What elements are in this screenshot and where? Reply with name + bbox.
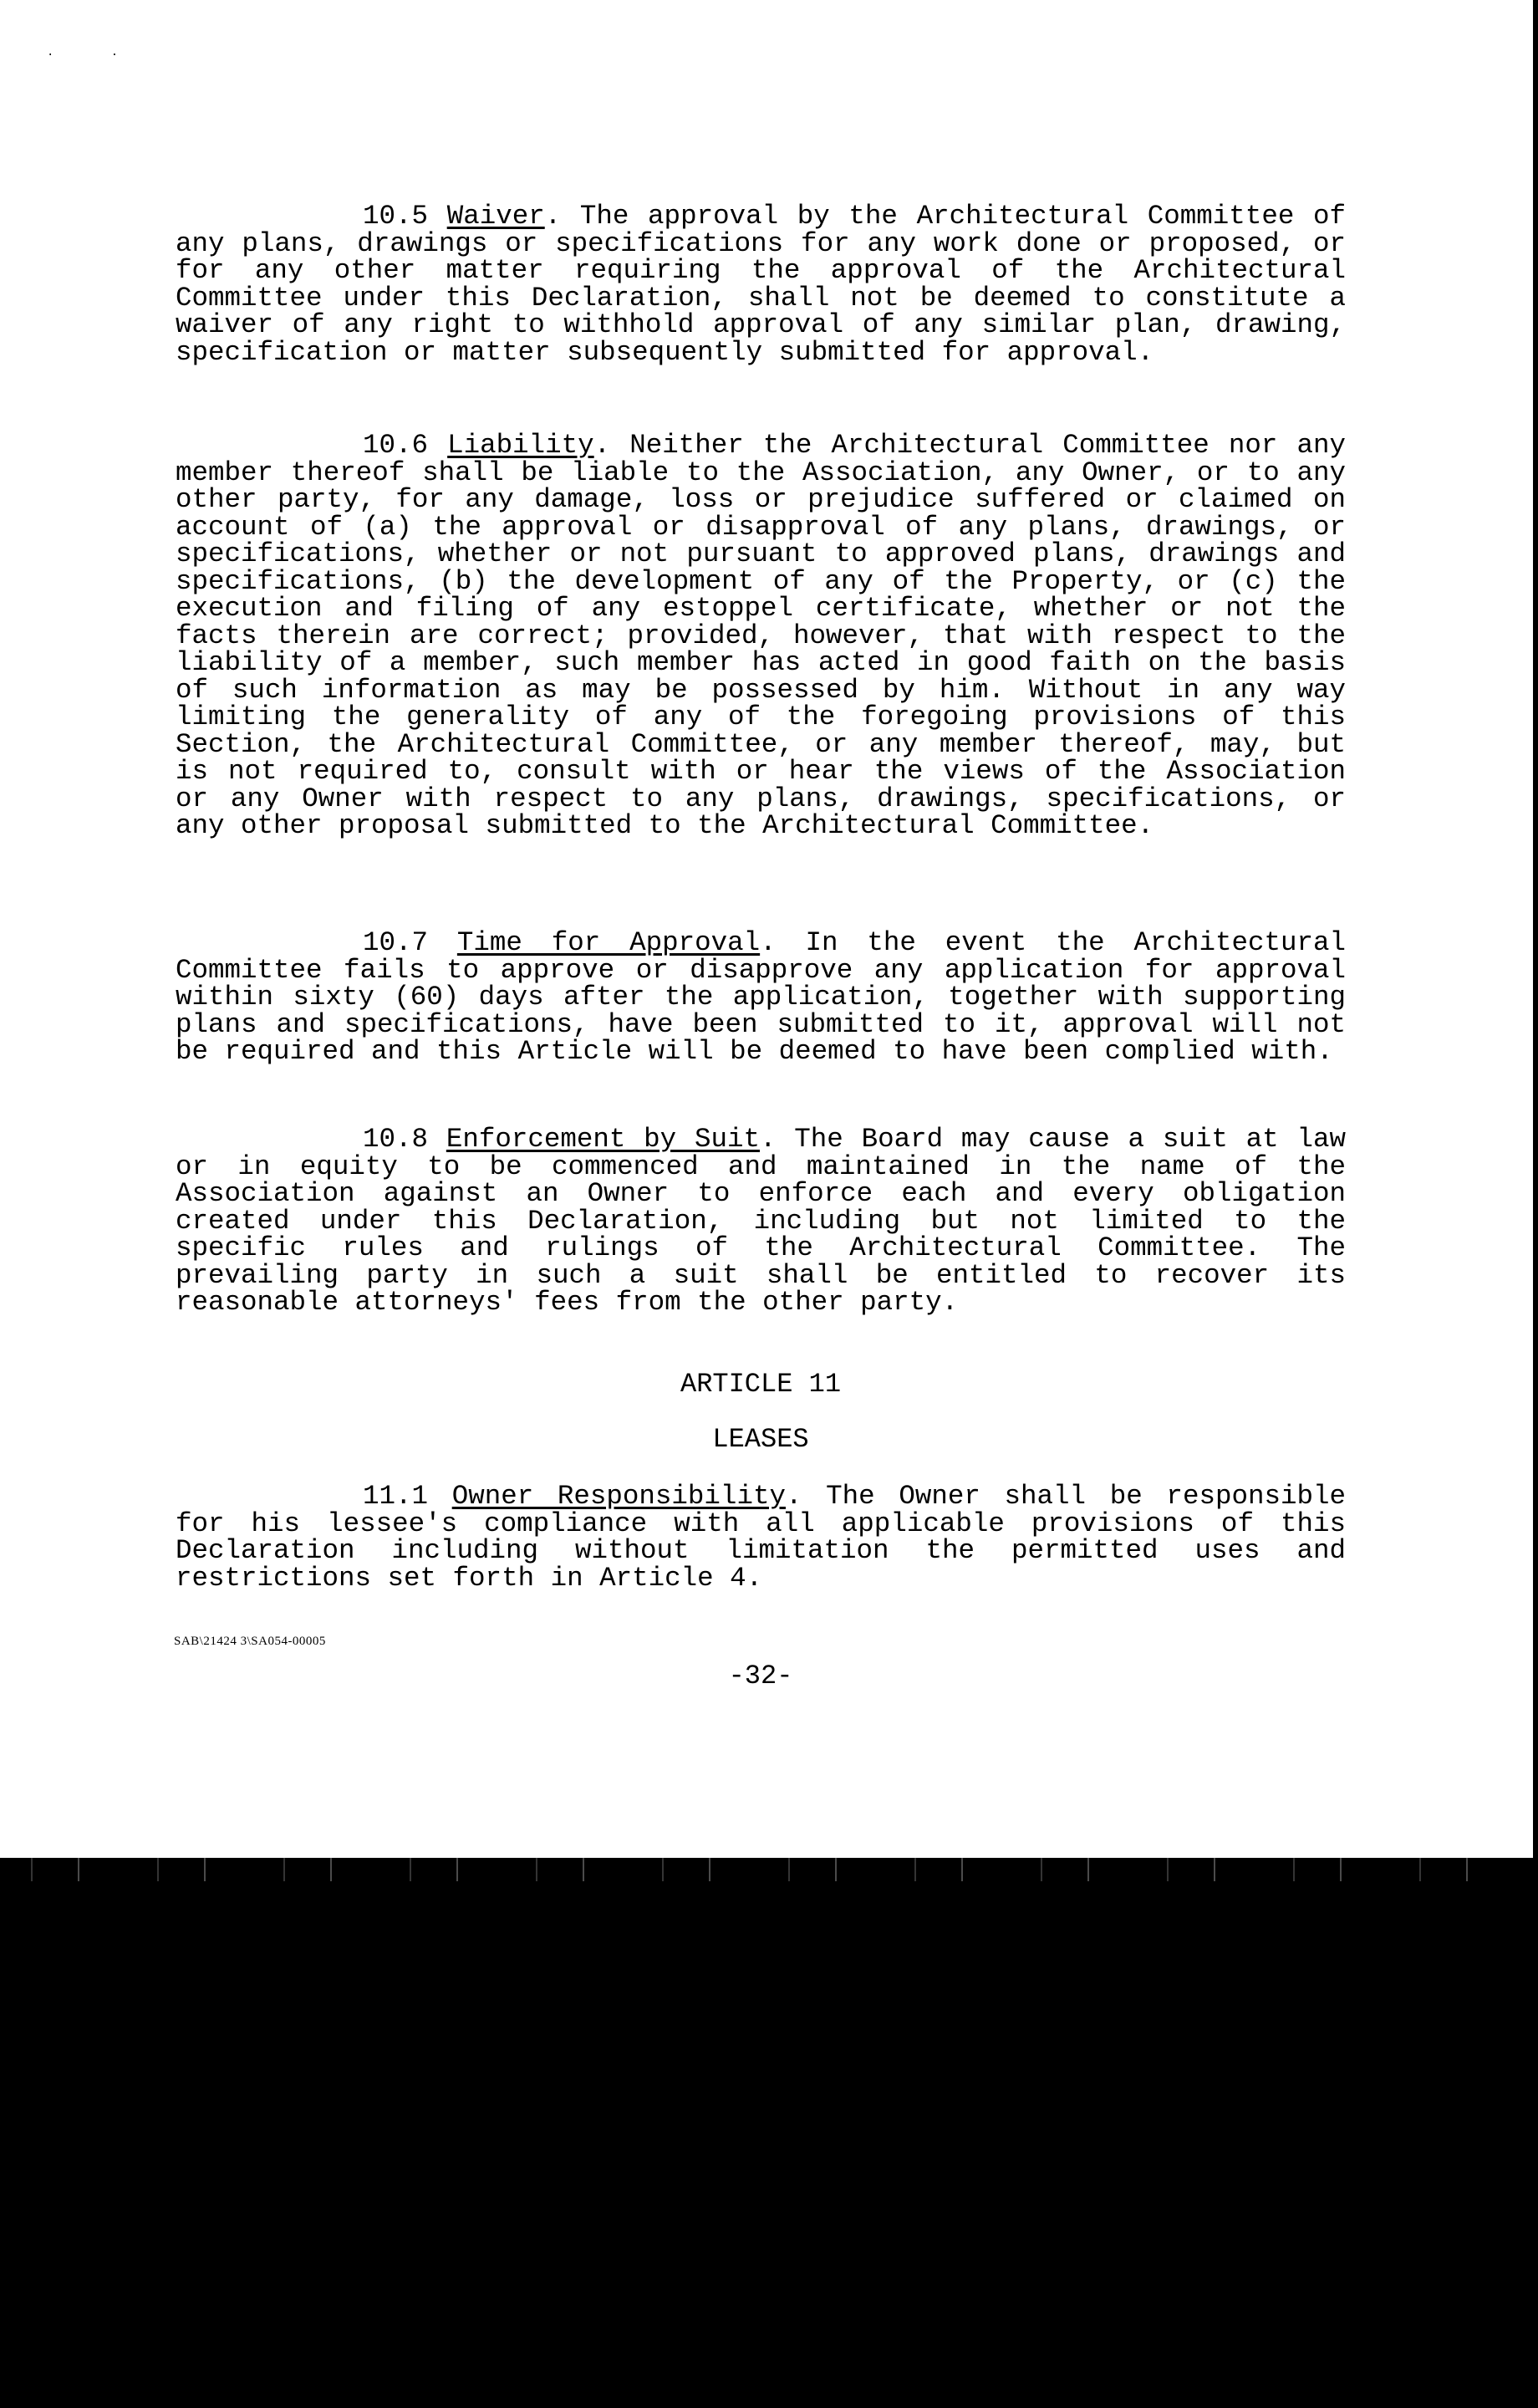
section-10-7 xyxy=(176,927,1346,1067)
section-text: . Neither the Architectural Committee nor any member thereof shall be liable to the Association, any Owner, or to any other party, for any damage, loss or prejudice suffered or claimed on account of (a) the approval or disapproval of any plans, drawings, or specifications, whether or not pursuant to approved plans, drawings and specifications, (b) the development of any of the Property, or (c) the execution and filing of any estoppel certificate, whether or not the facts therein are correct; provided, however, that with respect to the liability of a member, such member has acted in good faith on the basis of such information as may be possessed by him. Without in any way limiting the generality of any of the foregoing provisions of this Section, the Architectural Committee, or any member thereof, may, but is not required to, consult with or hear the views of the Association or any Owner with respect to any plans, drawings, specifications, or any other proposal submitted to the Architectural Committee. xyxy=(176,430,1346,841)
section-text: . The Board may cause a suit at law or in equity to be commenced and maintained in the name of the Association against an Owner to enforce each and every obligation created under this Declaration, including but not limited to the specific rules and rulings of the Architectural Committee. The prevailing party in such a suit shall be entitled to recover its reasonable attorneys' fees from the other party. xyxy=(176,1124,1346,1318)
section-10-8 xyxy=(176,1126,1346,1317)
section-number: 10.5 xyxy=(363,201,429,232)
section-number: 10.6 xyxy=(363,430,429,461)
scan-edge xyxy=(1533,0,1538,1858)
section-11-1 xyxy=(176,1483,1346,1592)
section-number: 10.8 xyxy=(363,1124,429,1155)
section-10-6 xyxy=(176,432,1346,840)
scan-marks: · · xyxy=(47,48,144,62)
section-text: . The approval by the Architectural Committee of any plans, drawings or specifications for any work done or proposed, or for any other matter requiring the approval of the Architectural Committee under this Declaration, shall not be deemed to constitute a waiver of any right to withhold approval of any similar plan, drawing, specification or matter subsequently submitted for approval. xyxy=(176,201,1346,368)
scan-noise-band xyxy=(0,1858,1538,1881)
document-id: SAB\21424 3\SA054-00005 xyxy=(174,1635,326,1648)
section-text: . The Owner shall be responsible for his lessee's compliance with all applicable provisions of this Declaration including without limitation the permitted uses and restrictions set forth in Article 4. xyxy=(176,1481,1346,1594)
section-heading: Waiver xyxy=(446,201,545,232)
article-subtitle: LEASES xyxy=(712,1424,809,1455)
section-heading: Liability xyxy=(447,430,594,461)
section-number: 11.1 xyxy=(363,1481,429,1512)
article-title: ARTICLE 11 xyxy=(680,1369,842,1400)
section-heading: Enforcement by Suit xyxy=(446,1124,760,1155)
section-heading: Owner Responsibility xyxy=(451,1481,786,1512)
scan-background xyxy=(0,1858,1538,2408)
section-heading: Time for Approval xyxy=(456,927,761,958)
page-number: -32- xyxy=(728,1661,793,1691)
section-10-5 xyxy=(176,203,1346,366)
section-text: . In the event the Architectural Committee fails to approve or disapprove any application for approval within sixty (60) days after the application, together with supporting plans and specifications, have been submitted to it, approval will not be required and this Article will be deemed to have been complied with. xyxy=(176,927,1346,1067)
section-number: 10.7 xyxy=(363,927,429,958)
